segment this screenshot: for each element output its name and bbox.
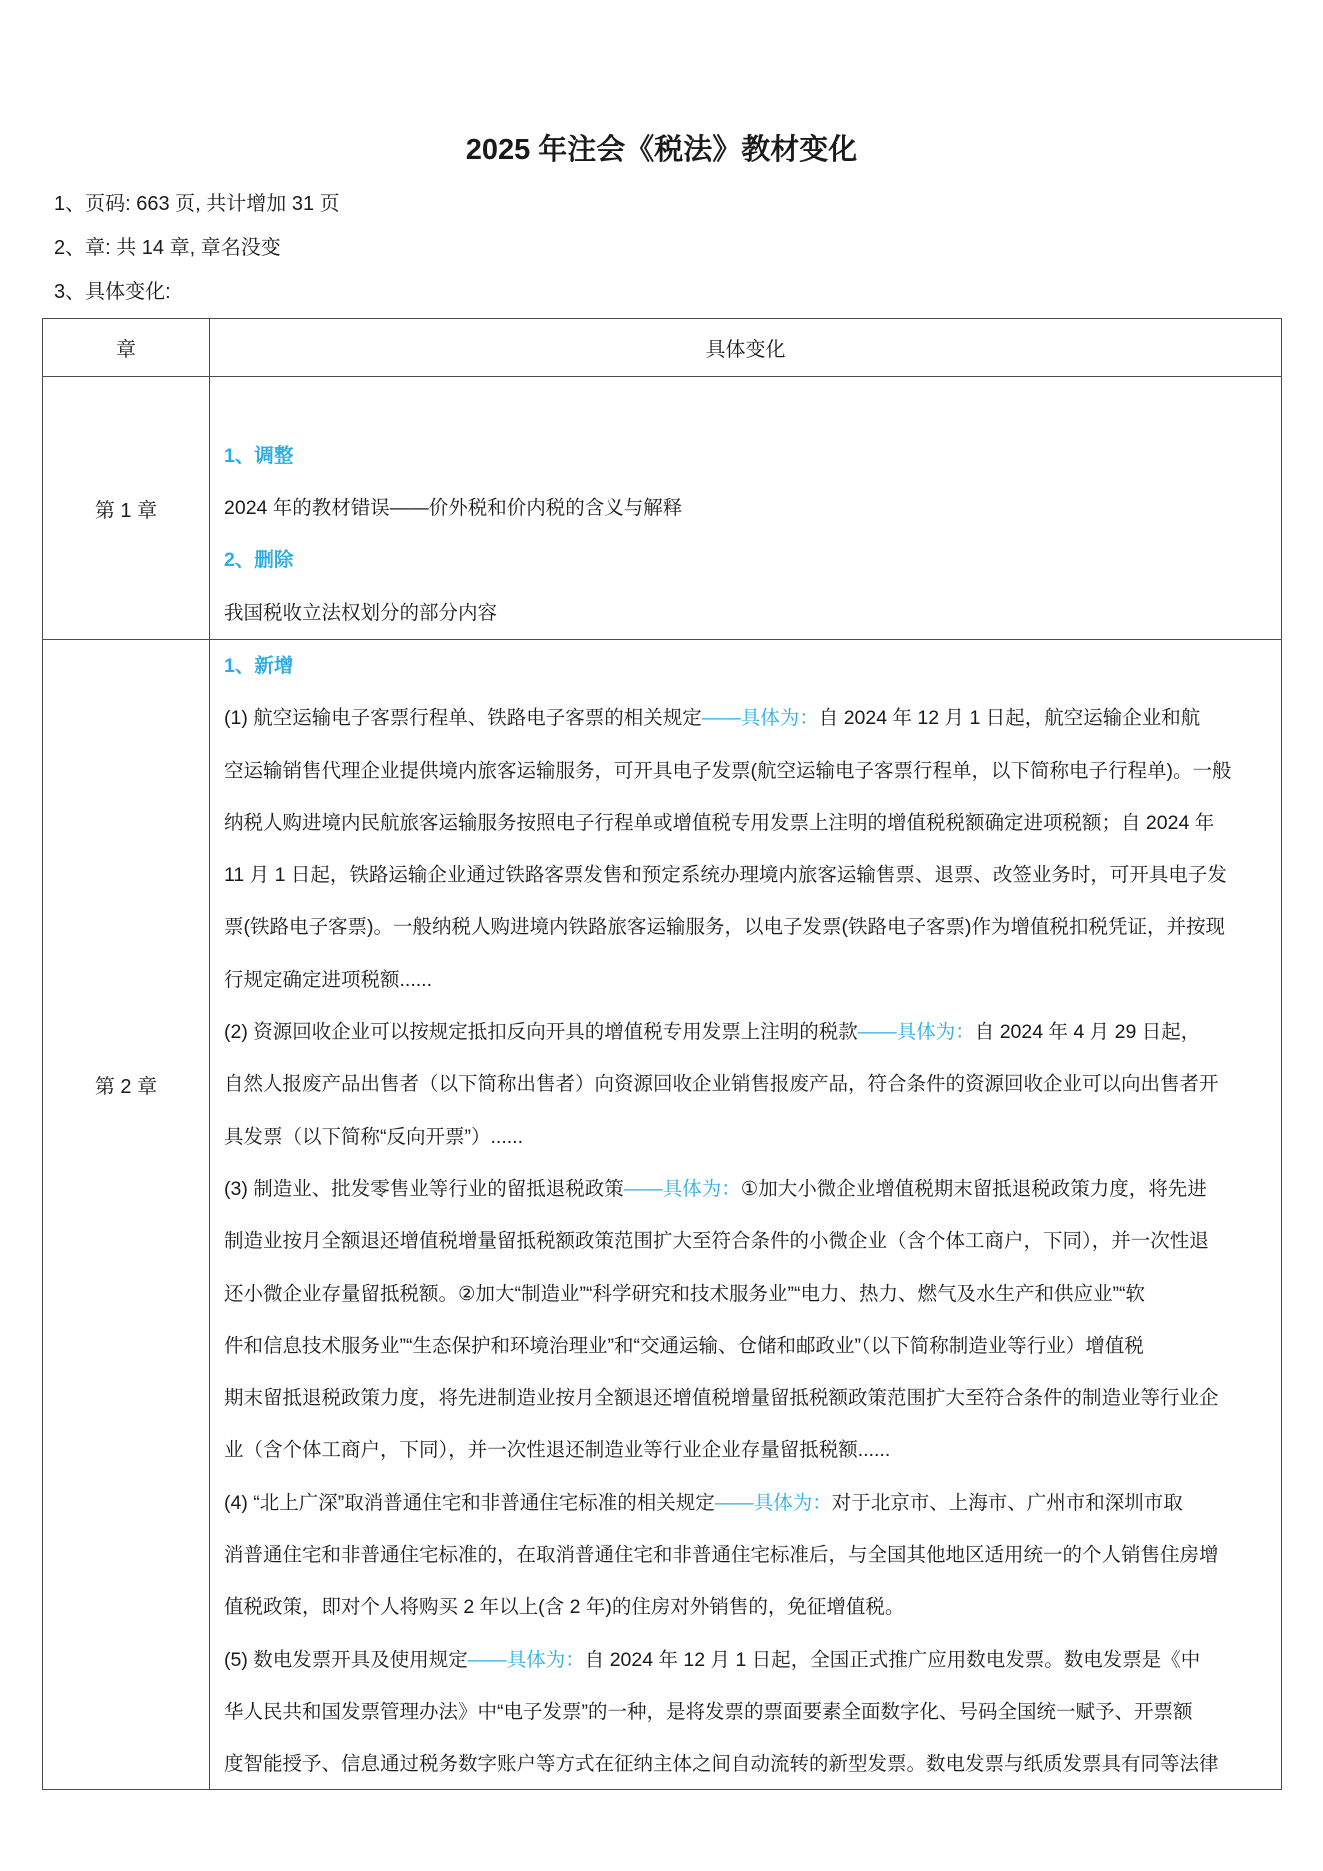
body-text: (2) 资源回收企业可以按规定抵扣反向开具的增值税专用发票上注明的税款 (224, 1021, 858, 1044)
change-line (224, 954, 1273, 1006)
body-text: 自然人报废产品出售者（以下简称出售者）向资源回收企业销售报废产品，符合条件的资源回收企业可以向出售者开 (224, 1073, 1219, 1096)
highlighted-text: ——具体为： (857, 1021, 975, 1044)
changes-cell (209, 377, 1281, 639)
change-line (224, 797, 1273, 849)
body-text: 制造业按月全额退还增值税增量留抵税额政策范围扩大至符合条件的小微企业（含个体工商户，下同），并一次性退 (224, 1230, 1209, 1253)
table-body (43, 376, 1281, 1789)
table-header-changes: 具体变化 (209, 319, 1281, 376)
body-text: 行规定确定进项税额...... (224, 968, 433, 991)
body-text: 我国税收立法权划分的部分内容 (224, 601, 498, 624)
body-text: 还小微企业存量留抵税额。②加大“制造业”“科学研究和技术服务业”“电力、热力、燃气及水生产和供应业”“软 (224, 1282, 1145, 1305)
change-line (224, 1581, 1273, 1633)
change-line (224, 1634, 1273, 1686)
change-line (224, 1006, 1273, 1058)
change-line (224, 1163, 1273, 1215)
body-text: ①加大小微企业增值税期末留抵退税政策力度，将先进 (740, 1177, 1207, 1200)
body-text: 对于北京市、上海市、广州市和深圳市取 (831, 1491, 1183, 1514)
body-text: 纳税人购进境内民航旅客运输服务按照电子行程单或增值税专用发票上注明的增值税税额确定进项税额；自 2024 年 (224, 811, 1215, 834)
change-line (224, 1424, 1273, 1476)
change-line (224, 849, 1273, 901)
change-line (224, 1738, 1273, 1789)
change-line (224, 587, 1273, 639)
change-line (224, 1215, 1273, 1267)
highlighted-text: 1、新增 (224, 655, 294, 677)
intro-item-pages: 1、页码: 663 页, 共计增加 31 页 (54, 193, 340, 215)
table-header-row (43, 319, 1281, 376)
body-text: 度智能授予、信息通过税务数字账户等方式在征纳主体之间自动流转的新型发票。数电发票与纸质发票具有同等法律 (224, 1753, 1219, 1776)
change-line (224, 1686, 1273, 1738)
body-text: 件和信息技术服务业”“生态保护和环境治理业”和“交通运输、仓储和邮政业”（以下简称制造业等行业）增值税 (224, 1334, 1144, 1357)
body-text: 具发票（以下简称“反向开票”）...... (224, 1125, 523, 1148)
chapter-label: 第 1 章 (94, 499, 158, 522)
body-text: 空运输销售代理企业提供境内旅客运输服务，可开具电子发票(航空运输电子客票行程单，以下简称电子行程单)。一般 (224, 759, 1232, 782)
body-text: 业（含个体工商户，下同），并一次性退还制造业等行业企业存量留抵税额...... (224, 1439, 891, 1462)
change-line (224, 1058, 1273, 1110)
body-text: 自 2024 年 12 月 1 日起，航空运输企业和航 (818, 707, 1201, 730)
change-line (224, 1320, 1273, 1372)
changes-cell (209, 640, 1281, 1789)
body-text: 期末留抵退税政策力度，将先进制造业按月全额退还增值税增量留抵税额政策范围扩大至符合条件的制造业等行业企 (224, 1387, 1219, 1410)
chapter-cell (43, 377, 209, 639)
change-line (224, 430, 1273, 482)
table-header-chapter: 章 (116, 339, 136, 361)
body-text: 11 月 1 日起，铁路运输企业通过铁路客票发售和预定系统办理境内旅客运输售票、退票、改签业务时，可开具电子发 (224, 864, 1227, 887)
body-text: (3) 制造业、批发零售业等行业的留抵退税政策 (224, 1177, 624, 1200)
body-text: (4) “北上广深”取消普通住宅和非普通住宅标准的相关规定 (224, 1491, 715, 1514)
highlighted-text: ——具体为： (623, 1177, 741, 1200)
table-row (43, 639, 1281, 1789)
chapter-label: 第 2 章 (94, 1076, 158, 1098)
intro-item-chapters: 2、章: 共 14 章, 章名没变 (54, 237, 281, 259)
change-line (224, 901, 1273, 953)
change-line (224, 1372, 1273, 1424)
body-text: 消普通住宅和非普通住宅标准的，在取消普通住宅和非普通住宅标准后，与全国其他地区适用统一的个人销售住房增 (224, 1544, 1219, 1567)
change-line (224, 1268, 1273, 1320)
highlighted-text: ——具体为： (467, 1648, 585, 1671)
changes-table (42, 318, 1282, 1790)
highlighted-text: ——具体为： (714, 1491, 832, 1514)
change-line (224, 692, 1273, 744)
highlighted-text: ——具体为： (701, 707, 819, 730)
change-line (224, 640, 1273, 692)
highlighted-text: 2、删除 (224, 549, 294, 572)
change-line (224, 1477, 1273, 1529)
table-row (43, 376, 1281, 639)
change-line (224, 534, 1273, 586)
change-line (224, 745, 1273, 797)
body-text: (5) 数电发票开具及使用规定 (224, 1648, 468, 1671)
intro-list (54, 194, 1323, 302)
change-line (224, 482, 1273, 534)
body-text: 2024 年的教材错误——价外税和价内税的含义与解释 (224, 497, 683, 520)
change-line (224, 1529, 1273, 1581)
chapter-cell (43, 640, 209, 1789)
body-text: 票(铁路电子客票)。一般纳税人购进境内铁路旅客运输服务，以电子发票(铁路电子客票)作为增值税扣税凭证，并按现 (224, 916, 1225, 939)
page-title: 2025 年注会《税法》教材变化 (465, 134, 858, 166)
body-text: 自 2024 年 4 月 29 日起， (974, 1021, 1201, 1044)
change-line (224, 1111, 1273, 1163)
body-text: 值税政策，即对个人将购买 2 年以上(含 2 年)的住房对外销售的，免征增值税。 (224, 1596, 905, 1619)
intro-item-changes: 3、具体变化: (54, 281, 171, 303)
body-text: (1) 航空运输电子客票行程单、铁路电子客票的相关规定 (224, 707, 702, 730)
body-text: 自 2024 年 12 月 1 日起，全国正式推广应用数电发票。数电发票是《中 (584, 1648, 1201, 1671)
highlighted-text: 1、调整 (224, 444, 294, 467)
body-text: 华人民共和国发票管理办法》中“电子发票”的一种，是将发票的票面要素全面数字化、号码全国统一赋予、开票额 (224, 1700, 1193, 1723)
